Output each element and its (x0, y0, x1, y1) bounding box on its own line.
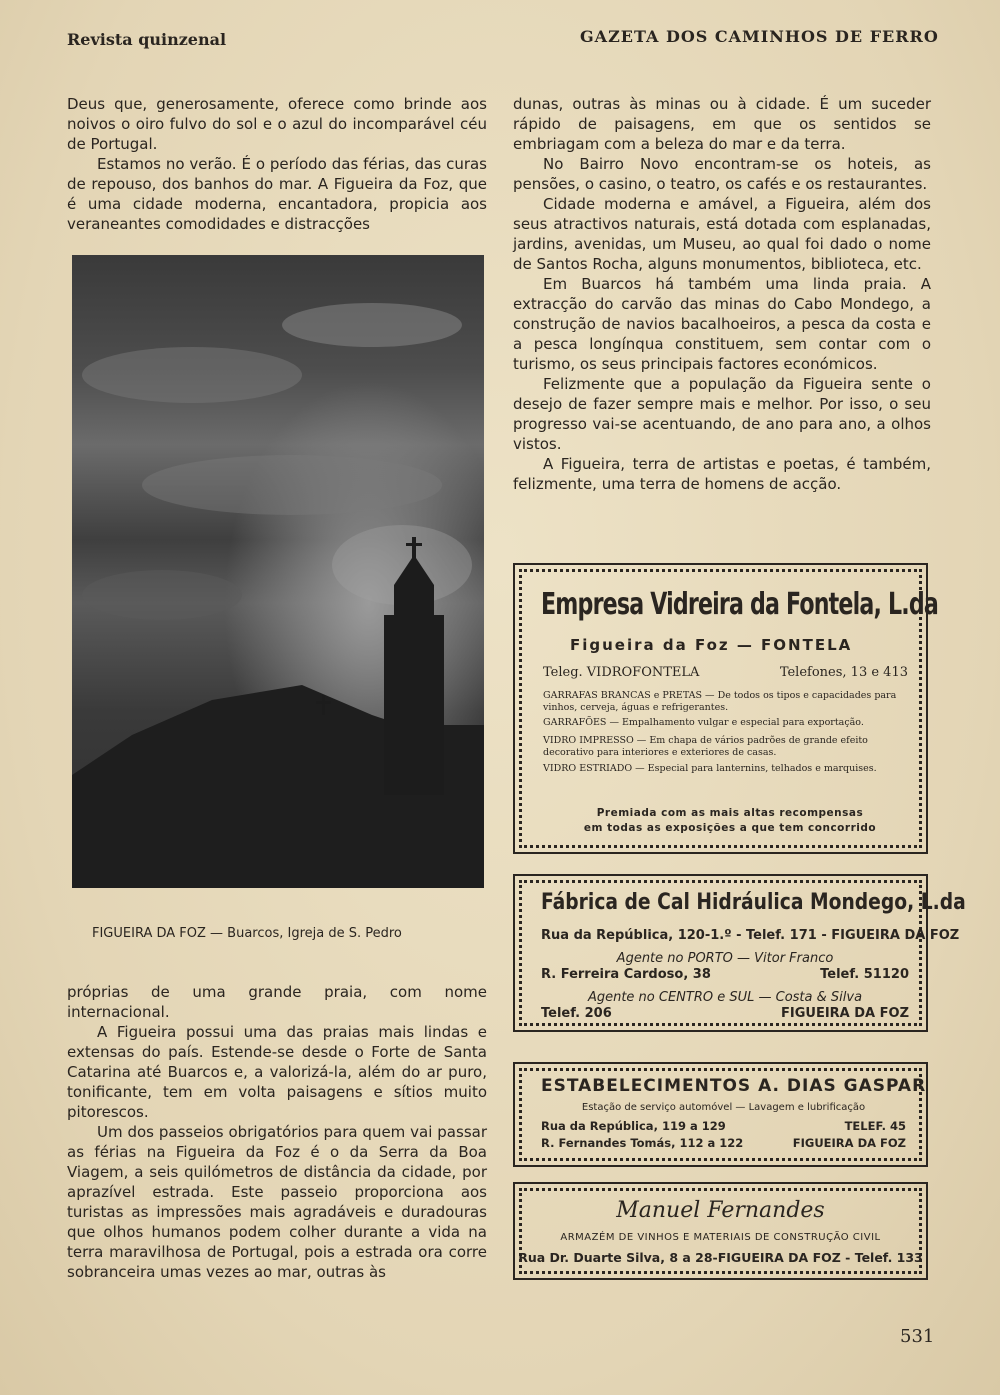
ad-footer-line: em todas as exposições a que tem concorrido (583, 822, 877, 834)
article-paragraph: Em Buarcos há também uma linda praia. A extracção do carvão das minas do Cabo Mondego, a construção de navios bacalhoeiros, a pesca da costa e a pesca longínqua constituem, sem contar com o turismo, os seus principais factores económicos. (513, 275, 931, 373)
article-paragraph: No Bairro Novo encontram-se os hoteis, as pensões, o casino, o teatro, os cafés e os restaurantes. (513, 155, 931, 193)
ad-contact-row (543, 665, 908, 680)
ad-dias-gaspar (513, 1062, 928, 1167)
header-publication-frequency: Revista quinzenal (67, 30, 227, 49)
ad-address-1: Rua da República, 119 a 129 (541, 1119, 726, 1133)
article-paragraph: Cidade moderna e amável, a Figueira, além dos seus atractivos naturais, está dotada com esplanadas, jardins, avenidas, um Museu, ao qual foi dado o nome de Santos Rocha, alguns monumentos, biblioteca, etc. (513, 195, 931, 273)
article-paragraph: próprias de uma grande praia, com nome internacional. (67, 983, 487, 1021)
ad-porto-phone: Telef. 51120 (820, 967, 909, 982)
article-paragraph: Estamos no verão. É o período das férias, das curas de repouso, dos banhos do mar. A Figueira da Foz, que é uma cidade moderna, encantadora, propicia aos veraneantes comodidades e distracções (67, 155, 487, 233)
ad-cal-mondego (513, 874, 966, 1032)
ad-centro-phone: Telef. 206 (541, 1006, 612, 1021)
ad-vidreira-fontela (513, 563, 938, 854)
ad-porto-address: R. Ferreira Cardoso, 38 (541, 967, 711, 982)
article-paragraph: Deus que, generosamente, oferece como brinde aos noivos o oiro fulvo do sol e o azul do incomparável céu de Portugal. (67, 95, 487, 153)
photo-caption: FIGUEIRA DA FOZ — Buarcos, Igreja de S. Pedro (92, 926, 402, 941)
ad-business: ARMAZÉM DE VINHOS E MATERIAIS DE CONSTRUÇÃO CIVIL (560, 1232, 881, 1243)
ad-agent-porto: Agente no PORTO — Vitor Franco (616, 951, 834, 966)
ad-centro-row (541, 1006, 909, 1021)
ad-phone: TELEF. 45 (844, 1119, 906, 1133)
article-left-top (67, 94, 487, 234)
ad-phones: Telefones, 13 e 413 (779, 665, 908, 680)
ad-address-2: R. Fernandes Tomás, 112 a 122 (541, 1136, 744, 1150)
article-left-bottom (67, 982, 487, 1282)
ad-agent-centro: Agente no CENTRO e SUL — Costa & Silva (587, 990, 863, 1005)
article-right (513, 94, 931, 494)
ad-footer-line: Premiada com as mais altas recompensas (596, 807, 864, 819)
ad-item: GARRAFÕES — Empalhamento vulgar e especial para exportação. (543, 717, 864, 728)
ad-centro-city: FIGUEIRA DA FOZ (781, 1006, 909, 1021)
ad-service-text: Estação de serviço automóvel — Lavagem e lubrificação (581, 1102, 866, 1113)
article-paragraph: Um dos passeios obrigatórios para quem vai passar as férias na Figueira da Foz é o da Serra da Boa Viagem, a seis quilómetros de distância da cidade, por aprazível estrada. Este passeio proporciona aos turistas as impressões mais agradáveis e duradouras que olhos humanos podem colher durante a vida na terra maravilhosa de Portugal, pois a estrada ora corre sobranceira umas vezes ao mar, outras às (67, 1123, 487, 1281)
header-publication-title: GAZETA DOS CAMINHOS DE FERRO (580, 27, 939, 46)
ad-manuel-fernandes (513, 1182, 928, 1280)
ad-service (541, 1102, 906, 1113)
ad-name: Manuel Fernandes (616, 1198, 825, 1223)
ad-address: Rua Dr. Duarte Silva, 8 a 28-FIGUEIRA DA FOZ - Telef. 133 (518, 1250, 923, 1265)
ad-row-2 (541, 1136, 906, 1150)
article-paragraph: dunas, outras às minas ou à cidade. É um suceder rápido de paisagens, em que os sentidos se embriagam com a beleza do mar e da terra. (513, 95, 931, 153)
ad-subtitle: Figueira da Foz — FONTELA (570, 636, 853, 654)
ad-address: Rua da República, 120-1.º - Telef. 171 - FIGUEIRA DA FOZ (541, 928, 960, 943)
article-paragraph: Felizmente que a população da Figueira sente o desejo de fazer sempre mais e melhor. Por isso, o seu progresso vai-se acentuando, de ano para ano, a olhos vistos. (513, 375, 931, 453)
ad-city: FIGUEIRA DA FOZ (792, 1136, 906, 1150)
ad-title: ESTABELECIMENTOS A. DIAS GASPAR (541, 1076, 927, 1096)
ad-telegram: Teleg. VIDROFONTELA (543, 665, 700, 680)
ad-item: VIDRO IMPRESSO — Em chapa de vários padrões de grande efeito decorativo para interiores e exteriores de casas. (543, 735, 868, 758)
page-number: 531 (900, 1326, 935, 1347)
church-photo (72, 255, 484, 888)
ad-porto-row (541, 967, 909, 982)
ad-row-1 (541, 1119, 906, 1133)
article-paragraph: A Figueira possui uma das praias mais lindas e extensas do país. Estende-se desde o Forte de Santa Catarina até Buarcos e, a valorizá-la, além do ar puro, tonificante, tem em volta paisagens e sítios muito pitorescos. (67, 1023, 487, 1121)
article-paragraph: A Figueira, terra de artistas e poetas, é também, felizmente, uma terra de homens de acção. (513, 455, 931, 493)
ad-title: Empresa Vidreira da Fontela, L.da (541, 587, 938, 622)
ad-title: Fábrica de Cal Hidráulica Mondego, L.da (541, 890, 966, 915)
ad-item: VIDRO ESTRIADO — Especial para lanternins, telhados e marquises. (543, 763, 877, 774)
ad-item: GARRAFAS BRANCAS e PRETAS — De todos os tipos e capacidades para vinhos, cerveja, águas e refrigerantes. (543, 690, 897, 713)
